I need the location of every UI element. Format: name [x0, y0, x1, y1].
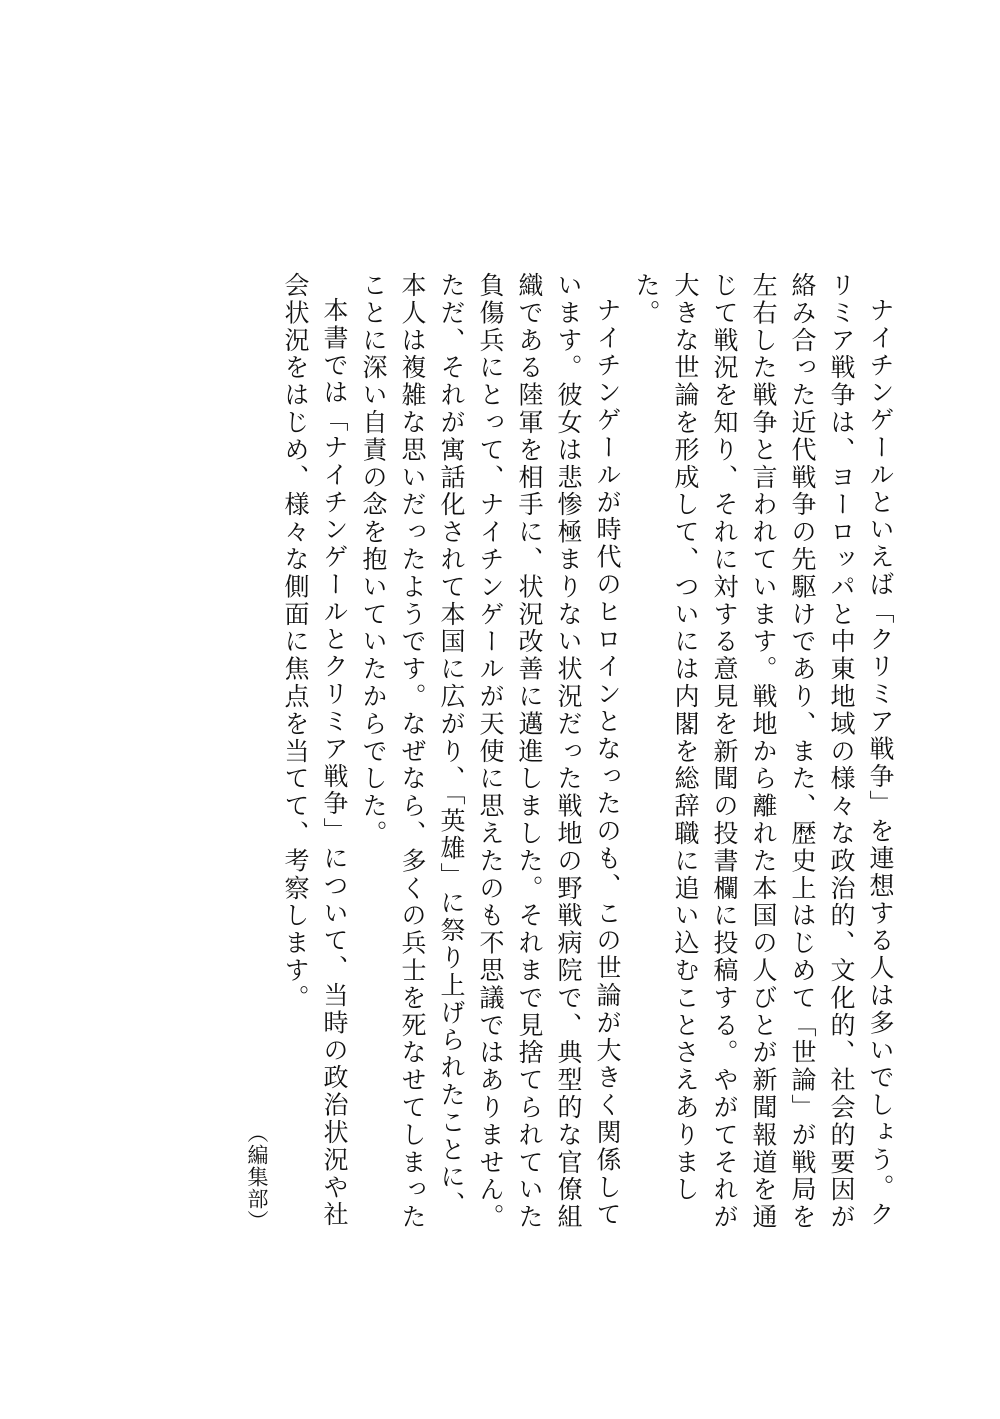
paragraph-3: 本書では「ナイチンゲールとクリミア戦争」について、当時の政治状況や社会状況をはじめ、様々な側面に焦点を当てて、考察します。 [281, 272, 349, 1229]
paragraph-2: ナイチンゲールが時代のヒロインとなったのも、この世論が大きく関係しています。彼女は悲惨極まりない状況だった戦地の野戦病院で、典型的な官僚組織である陸軍を相手に、状況改善に邁進しました。それまで見捨てられていた負傷兵にとって、ナイチンゲールが天使に思えたのも不思議ではありません。ただ、それが寓話化されて本国に広がり、「英雄」に祭り上げられたことに、本人は複雑な思いだったようです。なぜなら、多くの兵士を死なせてしまったことに深い自責の念を抱いていたからでした。 [359, 272, 622, 1231]
paragraph-1: ナイチンゲールといえば「クリミア戦争」を連想する人は多いでしょう。クリミア戦争は、ヨーロッパと中東地域の様々な政治的、文化的、社会的要因が絡み合った近代戦争の先駆けであり、また、歴史上はじめて「世論」が戦局を左右した戦争と言われています。戦地から離れた本国の人びとが新聞報道を通じて戦況を知り、それに対する意見を新聞の投書欄に投稿する。やがてそれが大きな世論を形成して、ついには内閣を総辞職に追い込むことさえありました。 [632, 272, 895, 1231]
vertical-text-block [245, 272, 900, 1232]
signature: （編集部） [245, 1122, 269, 1232]
